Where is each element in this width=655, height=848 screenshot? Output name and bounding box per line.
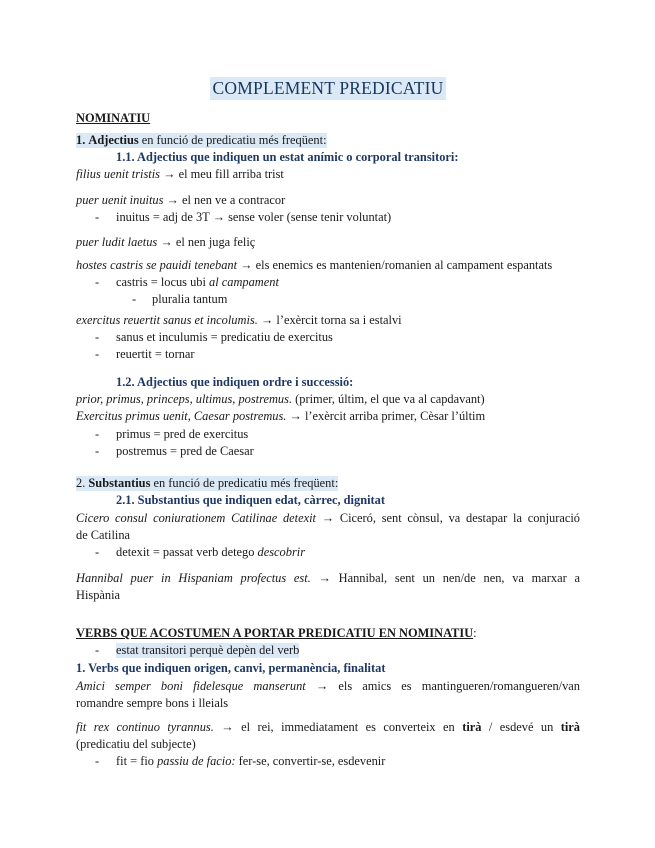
bullet-text: primus = pred de exercitus (116, 427, 249, 441)
example-line: hostes castris se pauidi tenebant → els enemics es mantenien/romanien al campament espantats (76, 258, 553, 272)
bullet-text: estat transitori perquè depèn del verb (116, 643, 300, 657)
example-line: prior, primus, princeps, ultimus, postremus. (primer, últim, el que va al capdavant) (76, 392, 485, 406)
example-line: puer ludit laetus → el nen juga feliç (76, 235, 256, 249)
example-line: filius uenit tristis → el meu fill arriba trist (76, 167, 284, 181)
bullet-text: reuertit = tornar (116, 347, 195, 361)
page-title: COMPLEMENT PREDICATIU (210, 77, 447, 100)
bullet-text: castris = locus ubi al campament (116, 275, 279, 289)
subheading-verbs-1: 1. Verbs que indiquen origen, canvi, permanència, finalitat (76, 661, 386, 675)
subheading-2-1: 2.1. Substantius que indiquen edat, càrrec, dignitat (116, 493, 385, 507)
example-line: Cicero consul coniurationem Catilinae detexit → Ciceró, sent cònsul, va destapar la conjuració (76, 511, 580, 525)
bullet-dash: - (95, 427, 100, 441)
bullet-dash: - (95, 210, 100, 224)
example-line: exercitus reuertit sanus et incolumis. → l’exèrcit torna sa i estalvi (76, 313, 402, 327)
example-line: Amici semper boni fidelesque manserunt → els amics es mantingueren/romangueren/van (76, 679, 580, 693)
example-line-continued: Hispània (76, 588, 121, 602)
example-line: puer uenit inuitus → el nen ve a contracor (76, 193, 286, 207)
verbs-heading: VERBS QUE ACOSTUMEN A PORTAR PREDICATIU EN NOMINATIU: (76, 626, 477, 640)
bullet-dash: - (95, 330, 100, 344)
example-line-continued: romandre sempre bons i lleials (76, 696, 229, 710)
bullet-dash: - (95, 444, 100, 458)
bullet-dash: - (95, 347, 100, 361)
bullet-dash: - (95, 754, 100, 768)
example-line-continued: de Catilina (76, 528, 131, 542)
example-line-continued: (predicatiu del subjecte) (76, 737, 196, 751)
subheading-1-1: 1.1. Adjectius que indiquen un estat anímic o corporal transitori: (116, 150, 459, 164)
bullet-text: pluralia tantum (152, 292, 228, 306)
bullet-text: postremus = pred de Caesar (116, 444, 254, 458)
bullet-dash: - (95, 643, 100, 657)
section-1-heading: 1. Adjectius en funció de predicatiu més freqüent: (76, 133, 327, 147)
bullet-dash: - (132, 292, 137, 306)
example-line: fit rex continuo tyrannus. → el rei, immediatament es converteix en tirà / esdevé un tirà (76, 720, 580, 734)
example-line: Hannibal puer in Hispaniam profectus est. → Hannibal, sent un nen/de nen, va marxar a (76, 571, 580, 585)
bullet-text: sanus et inculumis = predicatiu de exercitus (116, 330, 333, 344)
bullet-text: fit = fio passiu de facio: fer-se, convertir-se, esdevenir (116, 754, 386, 768)
heading-nominatiu: NOMINATIU (76, 111, 151, 125)
bullet-text: detexit = passat verb detego descobrir (116, 545, 306, 559)
bullet-dash: - (95, 275, 100, 289)
subheading-1-2: 1.2. Adjectius que indiquen ordre i successió: (116, 375, 354, 389)
example-line: Exercitus primus uenit, Caesar postremus. → l’exèrcit arriba primer, Cèsar l’últim (76, 409, 486, 423)
bullet-dash: - (95, 545, 100, 559)
bullet-text: inuitus = adj de 3T → sense voler (sense tenir voluntat) (116, 210, 392, 224)
section-2-heading: 2. Substantius en funció de predicatiu més freqüent: (76, 476, 339, 490)
